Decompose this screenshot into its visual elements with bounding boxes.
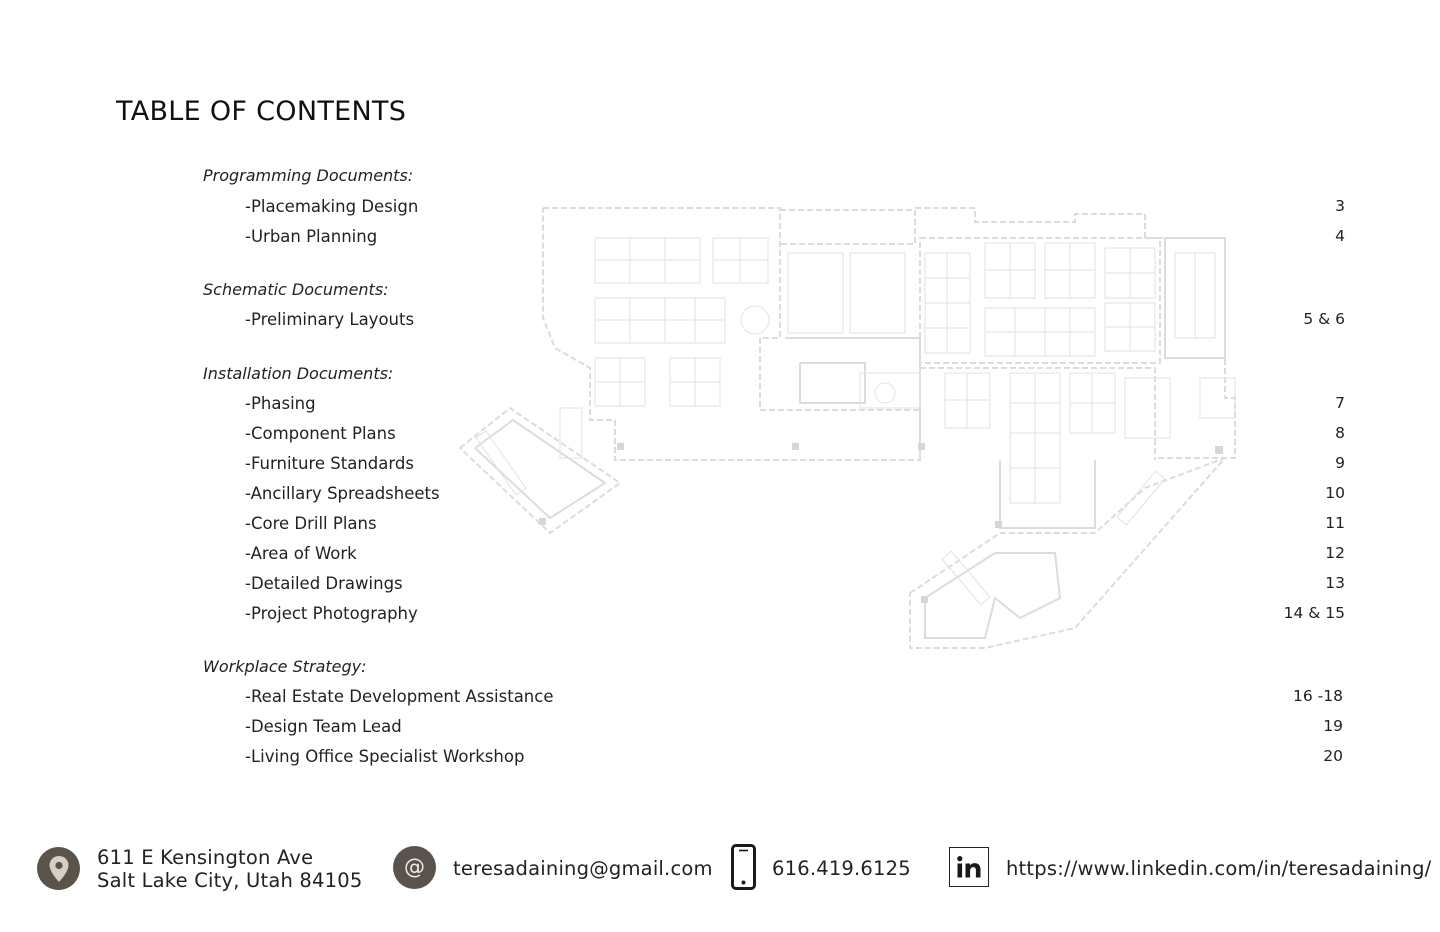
toc-entry-page: 10: [1325, 484, 1345, 502]
toc-entry-page: 19: [1323, 717, 1343, 735]
section-heading-programming: Programming Documents:: [203, 166, 414, 185]
toc-entry-label: -Design Team Lead: [245, 717, 402, 736]
toc-entry-page: 7: [1335, 394, 1345, 412]
toc-entry: [0, 544, 1440, 566]
toc-entry-label: -Detailed Drawings: [245, 574, 403, 593]
location-pin-icon: [37, 847, 80, 890]
toc-entry-label: -Placemaking Design: [245, 197, 419, 216]
toc-entry: [0, 310, 1440, 332]
toc-entry-label: -Urban Planning: [245, 227, 378, 246]
toc-entry: [0, 604, 1440, 626]
toc-entry-label: -Real Estate Development Assistance: [245, 687, 554, 706]
section-heading-workplace: Workplace Strategy:: [203, 657, 367, 676]
toc-entry-label: -Core Drill Plans: [245, 514, 377, 533]
toc-entry-page: 8: [1335, 424, 1345, 442]
toc-entry: [0, 424, 1440, 446]
toc-entry: [0, 484, 1440, 506]
toc-entry: [0, 227, 1440, 249]
toc-entry: [0, 747, 1440, 769]
toc-entry-label: -Area of Work: [245, 544, 357, 563]
toc-entry-page: 3: [1335, 197, 1345, 215]
toc-entry-page: 5 & 6: [1303, 310, 1345, 328]
linkedin-icon: [949, 847, 989, 887]
toc-entry: [0, 197, 1440, 219]
toc-entry: [0, 394, 1440, 416]
toc-entry: [0, 514, 1440, 536]
section-heading-schematic: Schematic Documents:: [203, 280, 389, 299]
toc-entry: [0, 454, 1440, 476]
toc-entry-label: -Phasing: [245, 394, 316, 413]
toc-entry-label: -Preliminary Layouts: [245, 310, 415, 329]
toc-entry-label: -Project Photography: [245, 604, 418, 623]
toc-entry-label: -Component Plans: [245, 424, 396, 443]
toc-entry-page: 16 -18: [1293, 687, 1343, 705]
toc-entry: [0, 574, 1440, 596]
address-line-2: Salt Lake City, Utah 84105: [97, 869, 363, 892]
toc-entry: [0, 717, 1440, 739]
toc-entry-label: -Furniture Standards: [245, 454, 414, 473]
toc-entry-label: -Living Office Specialist Workshop: [245, 747, 525, 766]
page-title: TABLE OF CONTENTS: [116, 96, 407, 127]
toc-entry-page: 12: [1325, 544, 1345, 562]
toc-entry-page: 13: [1325, 574, 1345, 592]
phone-number[interactable]: 616.419.6125: [772, 857, 911, 880]
toc-entry-label: -Ancillary Spreadsheets: [245, 484, 440, 503]
toc-entry-page: 14 & 15: [1283, 604, 1345, 622]
at-sign-icon: @: [393, 846, 436, 889]
contact-footer: [0, 830, 1440, 910]
linkedin-link[interactable]: https://www.linkedin.com/in/teresadaining/: [1006, 857, 1432, 880]
toc-entry: [0, 687, 1440, 709]
address-line-1: 611 E Kensington Ave: [97, 846, 314, 869]
mobile-phone-icon: [731, 844, 756, 890]
toc-entry-page: 20: [1323, 747, 1343, 765]
email-link[interactable]: teresadaining@gmail.com: [453, 857, 713, 880]
section-heading-installation: Installation Documents:: [203, 364, 394, 383]
toc-entry-page: 4: [1335, 227, 1345, 245]
toc-entry-page: 9: [1335, 454, 1345, 472]
toc-entry-page: 11: [1325, 514, 1345, 532]
